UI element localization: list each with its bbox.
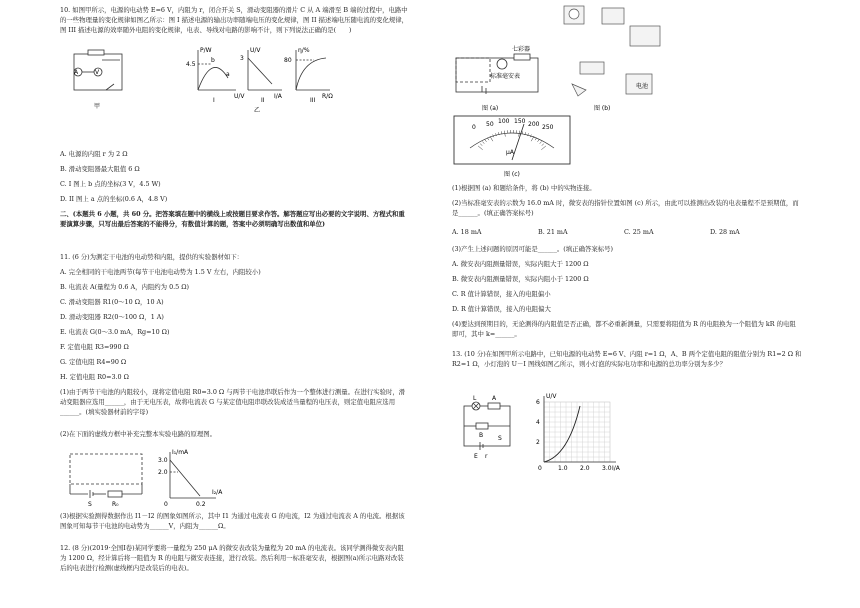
q10-fig-jia: 甲: [94, 103, 101, 110]
q10-g1-a: a: [226, 71, 230, 78]
q10-graph-1: [198, 50, 236, 90]
q11-gr-v1: 3.0: [158, 457, 168, 464]
q12-scale-50: 50: [486, 121, 494, 128]
q10-g1-val: 4.5: [186, 61, 196, 68]
q10-graph-3: [296, 50, 330, 90]
q13-circuit: [464, 402, 510, 450]
q12-scale-250: 250: [542, 124, 554, 131]
q12-meter-unit: μA: [506, 149, 514, 156]
q10-graph-2: [248, 50, 282, 90]
q12-scale-150: 150: [514, 118, 526, 125]
q12-text: 12. (8 分)(2019·全国Ⅰ卷)某同学要将一量程为 250 μA 的微安表改装为量程为 20 mA 的电流表。该同学测得微安表内阻为 1200 Ω，经计算后将一阻值为 R 的电阻与微安表连接，进行改装。然后利用一标准毫安表，根据图(a)所示电路对改装后的电表进行检测(虚线框内是改装后的电表)。: [60, 544, 404, 572]
q12-opt3-d: D. R 值计算错误，接入的电阻偏大: [452, 305, 551, 313]
q10-voltmeter-icon: V: [95, 69, 100, 76]
q13-g-x1: 1.0: [558, 465, 568, 472]
q10-g3-num: III: [310, 97, 316, 104]
q11-item-b: B. 电流表 A(量程为 0.6 A，内阻约为 0.5 Ω): [60, 283, 190, 291]
q11-gr-y: I₁/mA: [172, 449, 189, 456]
q13-g-y6: 6: [536, 399, 540, 406]
q11-item-d: D. 滑动变阻器 R2(0～100 Ω，1 A): [60, 313, 164, 321]
q12-fig-c: 图 (c): [504, 171, 520, 178]
q12-opt3-b: B. 微安表内阻测量错误，实际内阻小于 1200 Ω: [452, 275, 589, 283]
q10-g2-num: II: [261, 97, 265, 104]
q10-g2-val: 3: [240, 55, 244, 62]
right-column: [452, 0, 802, 608]
q12-meter-c: [452, 114, 802, 180]
q10-g1-x: U/V: [234, 93, 245, 100]
q12-fig-b: 图 (b): [594, 105, 611, 112]
q13-text: 13. (10 分)在如图甲所示电路中，已知电源的电动势 E=6 V、内阻 r=1 Ω，A、B 两个定值电阻的阻值分别为 R1=2 Ω 和 R2=1 Ω，小灯泡的 U－I 图线如图乙所示，则小灯泡的实际电功率和电源的总功率分别为多少？: [452, 350, 802, 368]
q11-circ-r0: R₀: [112, 501, 119, 508]
q11-item-e: E. 电流表 G(0～3.0 mA，Rg=10 Ω): [60, 328, 170, 336]
q12-figures-ab: [452, 2, 802, 114]
q13-c-e: E: [474, 453, 478, 460]
q10-g2-y: U/V: [250, 47, 261, 54]
q12-opt2-c: C. 25 mA: [624, 228, 654, 236]
q12-scale-100: 100: [498, 118, 510, 125]
q10-opt-d: D. II 图上 a 点的坐标(0.6 A，4.8 V): [60, 195, 168, 203]
q13-c-r: r: [485, 453, 488, 460]
q12-scale-0: 0: [472, 124, 476, 131]
q10-g1-num: I: [213, 97, 215, 104]
q12-p4: (4)要达到预期目的，无论测得的内阻值是否正确，都不必重新测量，只需要将阻值为 R 的电阻换为一个阻值为 kR 的电阻即可，其中 k=______。: [452, 320, 796, 338]
q11-gr-o: 0: [164, 501, 168, 508]
q12-p3: (3)产生上述问题的原因可能是______。(填正确答案标号): [452, 245, 614, 253]
q13-g-x: I/A: [612, 465, 620, 472]
q13-figures: [456, 392, 796, 476]
q10-ammeter-icon: A: [74, 69, 79, 76]
q12-scale-200: 200: [528, 121, 540, 128]
q11-item-h: H. 定值电阻 R0=3.0 Ω: [60, 373, 129, 381]
q12-p1: (1)根据图 (a) 和题给条件，将 (b) 中的实物连接。: [452, 184, 596, 192]
q12-opt2-b: B. 21 mA: [538, 228, 568, 236]
q11-p3: (3)根据实验测得数据作出 I1－I2 的图象如图所示，其中 I1 为通过电流表 G 的电流，I2 为通过电流表 A 的电流。根据该图象可知每节干电池的电动势为______V，内阻为______Ω。: [60, 512, 405, 530]
q11-p2: (2)在下面的虚线方框中补充完整本实验电路的原理图。: [60, 430, 217, 438]
q13-g-x3: 3.0: [602, 465, 612, 472]
q13-g-y: U/V: [546, 393, 557, 400]
q13-graph: [544, 396, 616, 462]
q10-g3-x: R/Ω: [322, 93, 333, 100]
q13-c-a: A: [492, 395, 497, 402]
q12-opts2: [452, 228, 802, 238]
q10-fig-yi: 乙: [254, 107, 261, 114]
q13-c-l: L: [473, 395, 477, 402]
q10-opt-c: C. I 图上 b 点的坐标(3 V，4.5 W): [60, 180, 161, 188]
q11-gr-x: I₂/A: [212, 489, 223, 496]
q11-p1: (1)由于两节干电池的内阻较小，现将定值电阻 R0=3.0 Ω 与两节干电池串联后作为一个整体进行测量。在进行实验时，滑动变阻器应选用______，由于无电压表，故将电流表 G 与某定值电阻串联改装成适当量程的电压表，则定值电阻应选用______。(填实验器材前的字母): [60, 388, 406, 416]
q13-g-y4: 4: [536, 419, 540, 426]
q11-dashed-box: [70, 454, 142, 498]
q11-item-g: G. 定值电阻 R4=90 Ω: [60, 358, 127, 366]
q11-intro: 11. (6 分)为测定干电池的电动势和内阻，提供的实验器材如下：: [60, 253, 244, 261]
q10-opt-b: B. 滑动变阻器最大阻值 6 Ω: [60, 165, 140, 173]
q12-opt2-d: D. 28 mA: [710, 228, 740, 236]
q12-opt3-c: C. R 值计算错误，接入的电阻偏小: [452, 290, 551, 298]
q12-battery: 电池: [636, 83, 649, 90]
q12-opt3-a: A. 微安表内阻测量错误，实际内阻大于 1200 Ω: [452, 260, 589, 268]
q11-gr-v2: 2.0: [158, 469, 168, 476]
q10-g1-y: P/W: [200, 47, 212, 54]
q13-c-s: S: [498, 435, 502, 442]
q10-text: 10. 如图甲所示，电源的电动势 E=6 V，内阻为 r，闭合开关 S，滑动变阻器的滑片 C 从 A 端滑至 B 端的过程中，电路中的一些物理量的变化规律如图乙所示：图 I 描述电源的输出功率随端电压的变化规律，图 II 描述端电压随电流的变化规律，图 III 描述电源的效率随外电阻的变化规律，电表、导线对电路的影响不计，则下列说法正确的是( ): [60, 6, 409, 34]
q12-opt2-a: A. 18 mA: [452, 228, 482, 236]
q12-p2: (2)当标准毫安表的示数为 16.0 mA 时，微安表的指针位置如图 (c) 所示，由此可以推测出改装的电表量程不是预期值，而是______。(填正确答案标号): [452, 199, 799, 217]
q10-g3-val: 80: [284, 57, 292, 64]
q11-item-c: C. 滑动变阻器 R1(0～10 Ω，10 A): [60, 298, 164, 306]
q10-opt-a: A. 电源的内阻 r 为 2 Ω: [60, 150, 128, 158]
q13-c-b: B: [479, 432, 484, 439]
q11-circ-s: S: [88, 501, 92, 508]
q10-g2-x: I/A: [274, 93, 282, 100]
q12-fig-a: 图 (a): [482, 105, 499, 112]
q11-figures: [66, 448, 406, 508]
q11-gr-v3: 0.2: [196, 501, 206, 508]
q11-item-a: A. 完全相同的干电池两节(每节干电池电动势为 1.5 V 左右，内阻较小): [60, 268, 261, 276]
section-2-heading: 二、(本题共 6 小题，共 60 分。把答案填在题中的横线上或按题目要求作答。解答题应写出必要的文字说明、方程式和重要演算步骤，只写出最后答案的不能得分，有数值计算的题，答案中必须明确写出数值和单位): [60, 210, 405, 228]
q10-figures: [68, 46, 408, 146]
q13-g-x2: 2.0: [580, 465, 590, 472]
q13-g-o: 0: [538, 465, 542, 472]
q13-g-y2: 2: [536, 439, 540, 446]
q10-g3-y: η/%: [298, 47, 310, 54]
q11-item-f: F. 定值电阻 R3=990 Ω: [60, 343, 129, 351]
q12-std: 标准毫安表: [490, 73, 521, 80]
q11-graph: [170, 452, 216, 498]
q10-g1-b: b: [211, 57, 215, 64]
left-column: [60, 0, 410, 608]
q12-rheo: 七彩器: [512, 46, 531, 53]
